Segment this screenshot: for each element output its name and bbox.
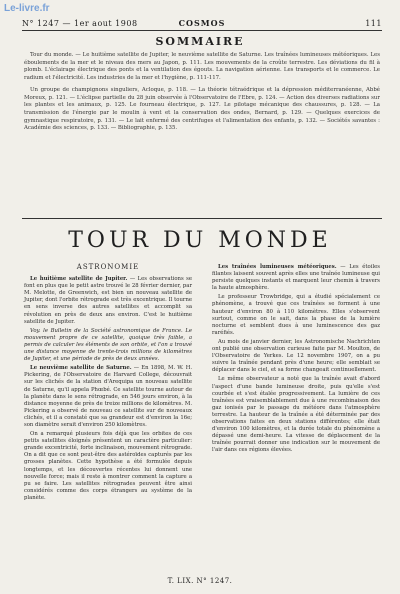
- article-text: Le professeur Trowbridge, qui a étudié spécialement ce phénomène, a trouvé que ces traînées se forment à une hauteur d'environ 80 à 110 kilomètres. Elles s'observent surtout, comme on le sait, dans la phase de la lumière nocturne et semblent dues à une luminescence des gaz raréfiés.: [212, 294, 380, 336]
- article-text: Voy. le Bulletin de la Société astronomique de France. Le mouvement propre de ce satellite, quoique très faible, a permis de calculer les éléments de son orbite, et l'on a trouvé une distance moyenne de trente-trois millions de kilomètres de Jupiter, et une période de près de deux années.: [24, 327, 192, 363]
- header-rule: [22, 30, 382, 31]
- article-paragraph: [212, 376, 380, 454]
- article-paragraph: [24, 276, 192, 326]
- section-title: TOUR DU MONDE: [68, 228, 332, 253]
- article-text: Au mois de janvier dernier, les Astronomische Nachrichten ont publié une observation curieuse faite par M. Moulton, de l'Observatoire de Yerkes. Le 12 novembre 1907, on a pu suivre la traînée pendant près d'une heure; elle semblait se déplacer dans le ciel, et sa forme changeait continuellement.: [212, 338, 380, 374]
- watermark-logo: Le-livre.fr: [4, 3, 50, 14]
- left-column: [24, 264, 192, 504]
- article-paragraph: [212, 339, 380, 374]
- article-text: — Les observations se font en plus que le petit astre trouvé le 28 février dernier, par M. Melotte, de Greenwich, est bien un nouveau satellite de Jupiter, dont l'orbite rétrograde est très excentrique. Il tourne en sens inverse des autres satellites et accomplit sa révolution en près de deux ans environ. C'est le huitième satellite de Jupiter.: [24, 276, 193, 325]
- article-lead: Le huitième satellite de Jupiter.: [30, 276, 128, 283]
- column-heading: ASTRONOMIE: [76, 263, 140, 271]
- page-footer: T. LIX. N° 1247.: [167, 577, 233, 585]
- issue-number: N° 1247 — 1er aout 1908: [22, 19, 138, 28]
- sommaire-heading: SOMMAIRE: [155, 35, 245, 48]
- article-text: — En 1898, M. W. H. Pickering, de l'Observatoire de Harvard College, découvrait sur les clichés de la station d'Arequipa un nouveau satellite de Saturne, qu'il appela Phœbé. Ce satellite tourne autour de la planète dans le sens rétrograde, en 546 jours environ, à la distance moyenne de près de treize millions de kilomètres. M. Pickering a observé de nouveau ce satellite sur de nouveaux clichés, et il a constaté que sa grandeur est d'environ la 16e; son diamètre serait d'environ 250 kilomètres.: [24, 365, 192, 428]
- sommaire-paragraph: Tour du monde. — Le huitième satellite de Jupiter, le neuvième satellite de Saturne. Les traînées lumineuses météoriques. Les éboulements de la mer et le niveau des mers au Japon, p. 111. Les mouvements de la croûte terrestre. Les déviations du fil à plomb. L'éclairage électrique des ponts et la ventilation des égouts. La navigation aérienne. Les transports et le commerce. Le radium et l'électricité. Les industries de la mer et l'hygiène, p. 111-117.: [24, 52, 380, 82]
- article-lead: Le neuvième satellite de Saturne.: [30, 365, 132, 372]
- sommaire-paragraph: Un groupe de champignons singuliers, Acloque, p. 118. — La théorie tétraédrique et la dépression méditerranéenne, Abbé Moreux, p. 121. — L'éclipse partielle du 28 juin observée à l'Observatoire de l'Ebre, p. 124. — Action des diverses radiations sur les plantes et les animaux, p. 125. Le fourneau électrique, p. 127. Le pilotage mécanique des chaussures, p. 128. — La transmission de l'énergie par le moulin à vent et la conservation des ondes, Bernard, p. 129. — Quelques exercices de gymnastique respiratoire, p. 131. — Le lait enfermé des centrifuges et l'alimentation des enfants, p. 132. — Sociétés savantes : Académie des sciences, p. 133. — Bibliographie, p. 135.: [24, 86, 380, 132]
- article-lead: Les traînées lumineuses météoriques.: [218, 264, 337, 270]
- right-column: [212, 264, 380, 456]
- page-number: 111: [365, 19, 382, 28]
- journal-title: COSMOS: [178, 18, 226, 28]
- article-text: Le même observateur a noté que la traînée avait d'abord l'aspect d'une bande lumineuse droite, puis qu'elle s'est courbée et s'est étalée progressivement. La lumière de ces traînées est vraisemblablement due à une recombinaison des gaz ionisés par le passage du météore dans l'atmosphère terrestre. La hauteur de la traînée a été déterminée par des observations faites en deux stations différentes; elle était d'environ 100 kilomètres, et la durée totale du phénomène a dépassé une demi-heure. La vitesse de déplacement de la traînée pourrait donner une indication sur le mouvement de l'air dans ces régions élevées.: [212, 376, 380, 454]
- article-paragraph: [24, 431, 192, 502]
- article-paragraph: [212, 264, 380, 292]
- sommaire-body: [24, 52, 380, 137]
- article-paragraph: [212, 294, 380, 337]
- article-text: — Les étoiles filantes laissent souvent après elles une traînée lumineuse qui persiste quelques instants et marquent leur chemin à travers la haute atmosphère.: [212, 264, 380, 292]
- section-rule: [22, 218, 382, 219]
- running-header: [22, 18, 382, 28]
- article-paragraph: [24, 328, 192, 363]
- article-text: On a remarqué plusieurs fois déjà que les orbites de ces petits satellites éloignés présentent un caractère particulier: grande excentricité, forte inclinaison, mouvement rétrograde. On a dit que ce sont peut-être des astéroïdes capturés par les grosses planètes. Cette hypothèse a été formulée depuis longtemps, et les découvertes récentes lui donnent une nouvelle force; mais il reste à montrer comment la capture a pu se faire. Les satellites rétrogrades peuvent être ainsi considérés comme des corps étrangers au système de la planète.: [24, 431, 192, 501]
- article-paragraph: [24, 365, 192, 429]
